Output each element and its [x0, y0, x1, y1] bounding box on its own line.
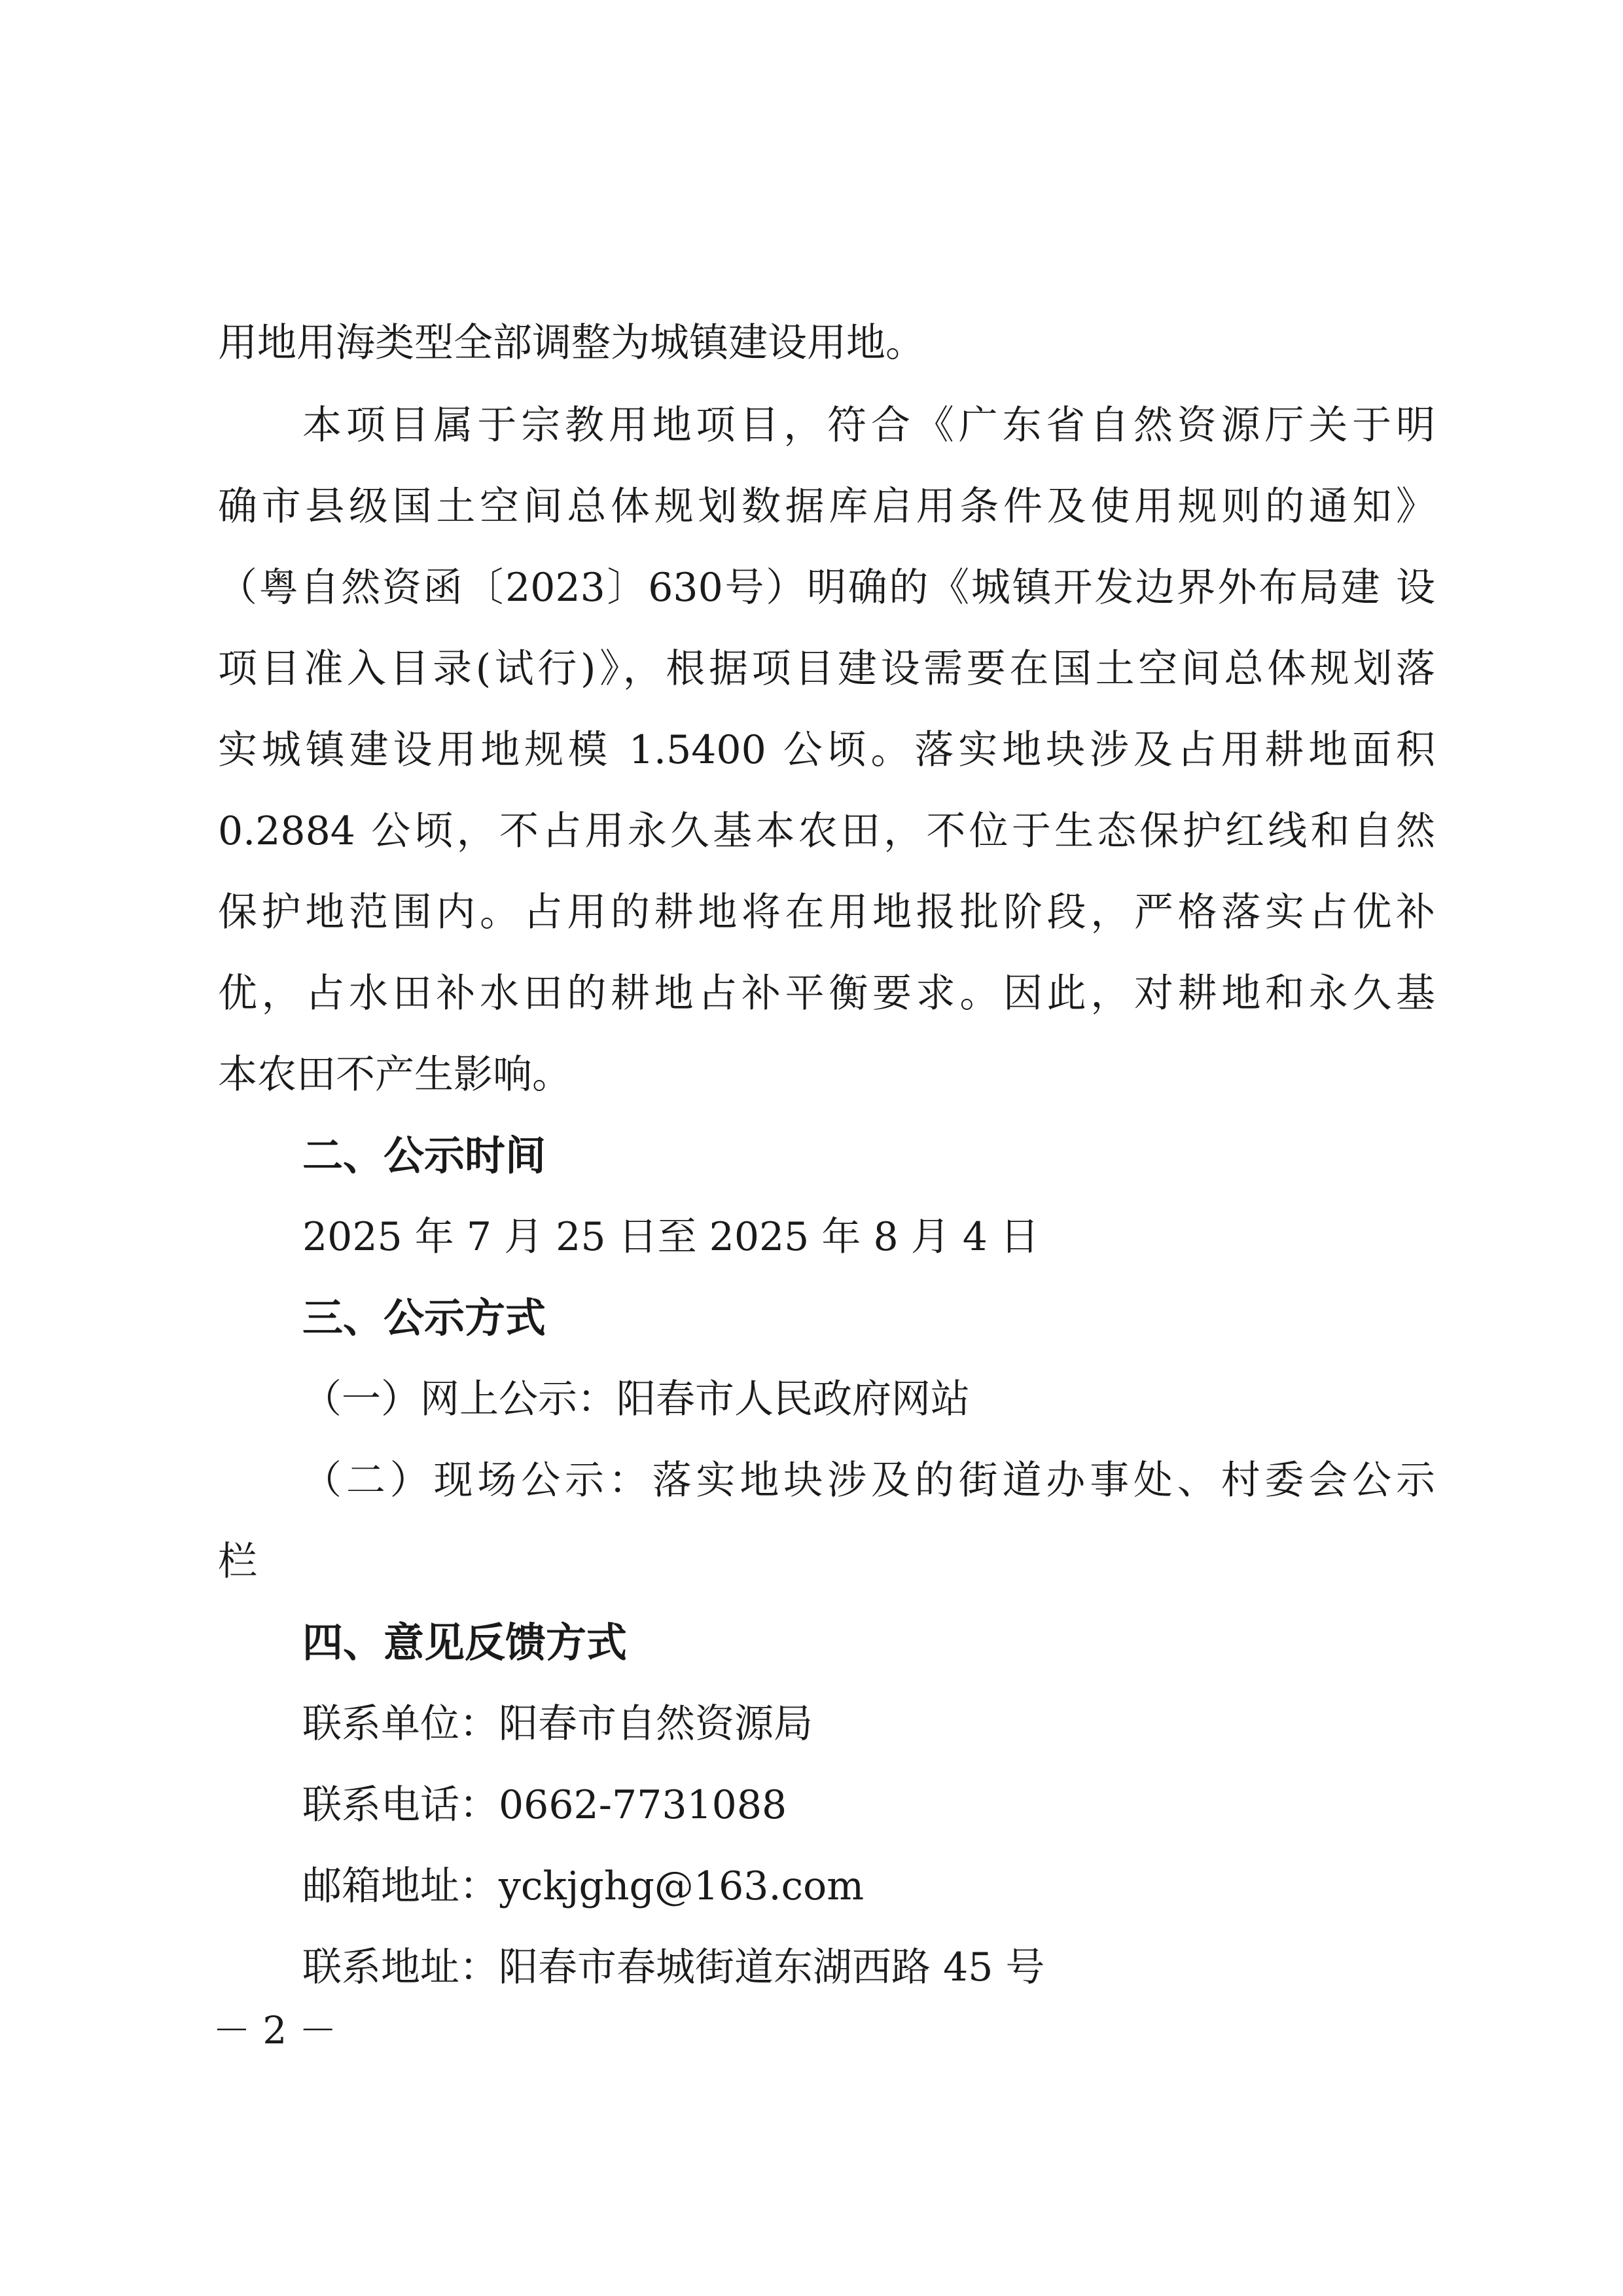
paragraph-line: 优，占水田补水田的耕地占补平衡要求。因此，对耕地和永久基: [218, 971, 1435, 1016]
publicity-method-onsite: （二）现场公示：落实地块涉及的街道办事处、村委会公示: [302, 1458, 1435, 1503]
contact-unit: 联系单位：阳春市自然资源局: [302, 1701, 813, 1747]
contact-address: 联系地址：阳春市春城街道东湖西路 45 号: [302, 1945, 1045, 1990]
publicity-period: 2025 年 7 月 25 日至 2025 年 8 月 4 日: [302, 1214, 1040, 1260]
paragraph-line: （粤自然资函〔2023〕630号）明确的《城镇开发边界外布局建 设: [218, 565, 1435, 611]
paragraph-line: 用地用海类型全部调整为城镇建设用地。: [218, 320, 925, 366]
paragraph-line: 0.2884 公顷，不占用永久基本农田，不位于生态保护红线和自然: [218, 808, 1435, 854]
paragraph-line: 本项目属于宗教用地项目，符合《广东省自然资源厅关于明: [302, 403, 1435, 448]
paragraph-line: 保护地范围内。占用的耕地将在用地报批阶段，严格落实占优补: [218, 889, 1435, 935]
publicity-method-onsite-cont: 栏: [218, 1539, 257, 1585]
paragraph-line: 本农田不产生影响。: [218, 1052, 571, 1098]
publicity-method-online: （一）网上公示：阳春市人民政府网站: [302, 1376, 970, 1422]
contact-phone: 联系电话：0662-7731088: [302, 1782, 787, 1828]
paragraph-line: 项目准入目录(试行)》，根据项目建设需要在国土空间总体规划落: [218, 646, 1435, 692]
section-heading-feedback: 四、意见反馈方式: [302, 1619, 628, 1666]
section-heading-publicity-method: 三、公示方式: [302, 1294, 546, 1342]
section-heading-publicity-time: 二、公示时间: [302, 1132, 546, 1179]
contact-email: 邮箱地址：yckjghg@163.com: [302, 1863, 865, 1909]
page-number: － 2 －: [213, 2008, 337, 2053]
paragraph-line: 实城镇建设用地规模 1.5400 公顷。落实地块涉及占用耕地面积: [218, 727, 1435, 773]
paragraph-line: 确市县级国土空间总体规划数据库启用条件及使用规则的通知》: [218, 484, 1435, 529]
